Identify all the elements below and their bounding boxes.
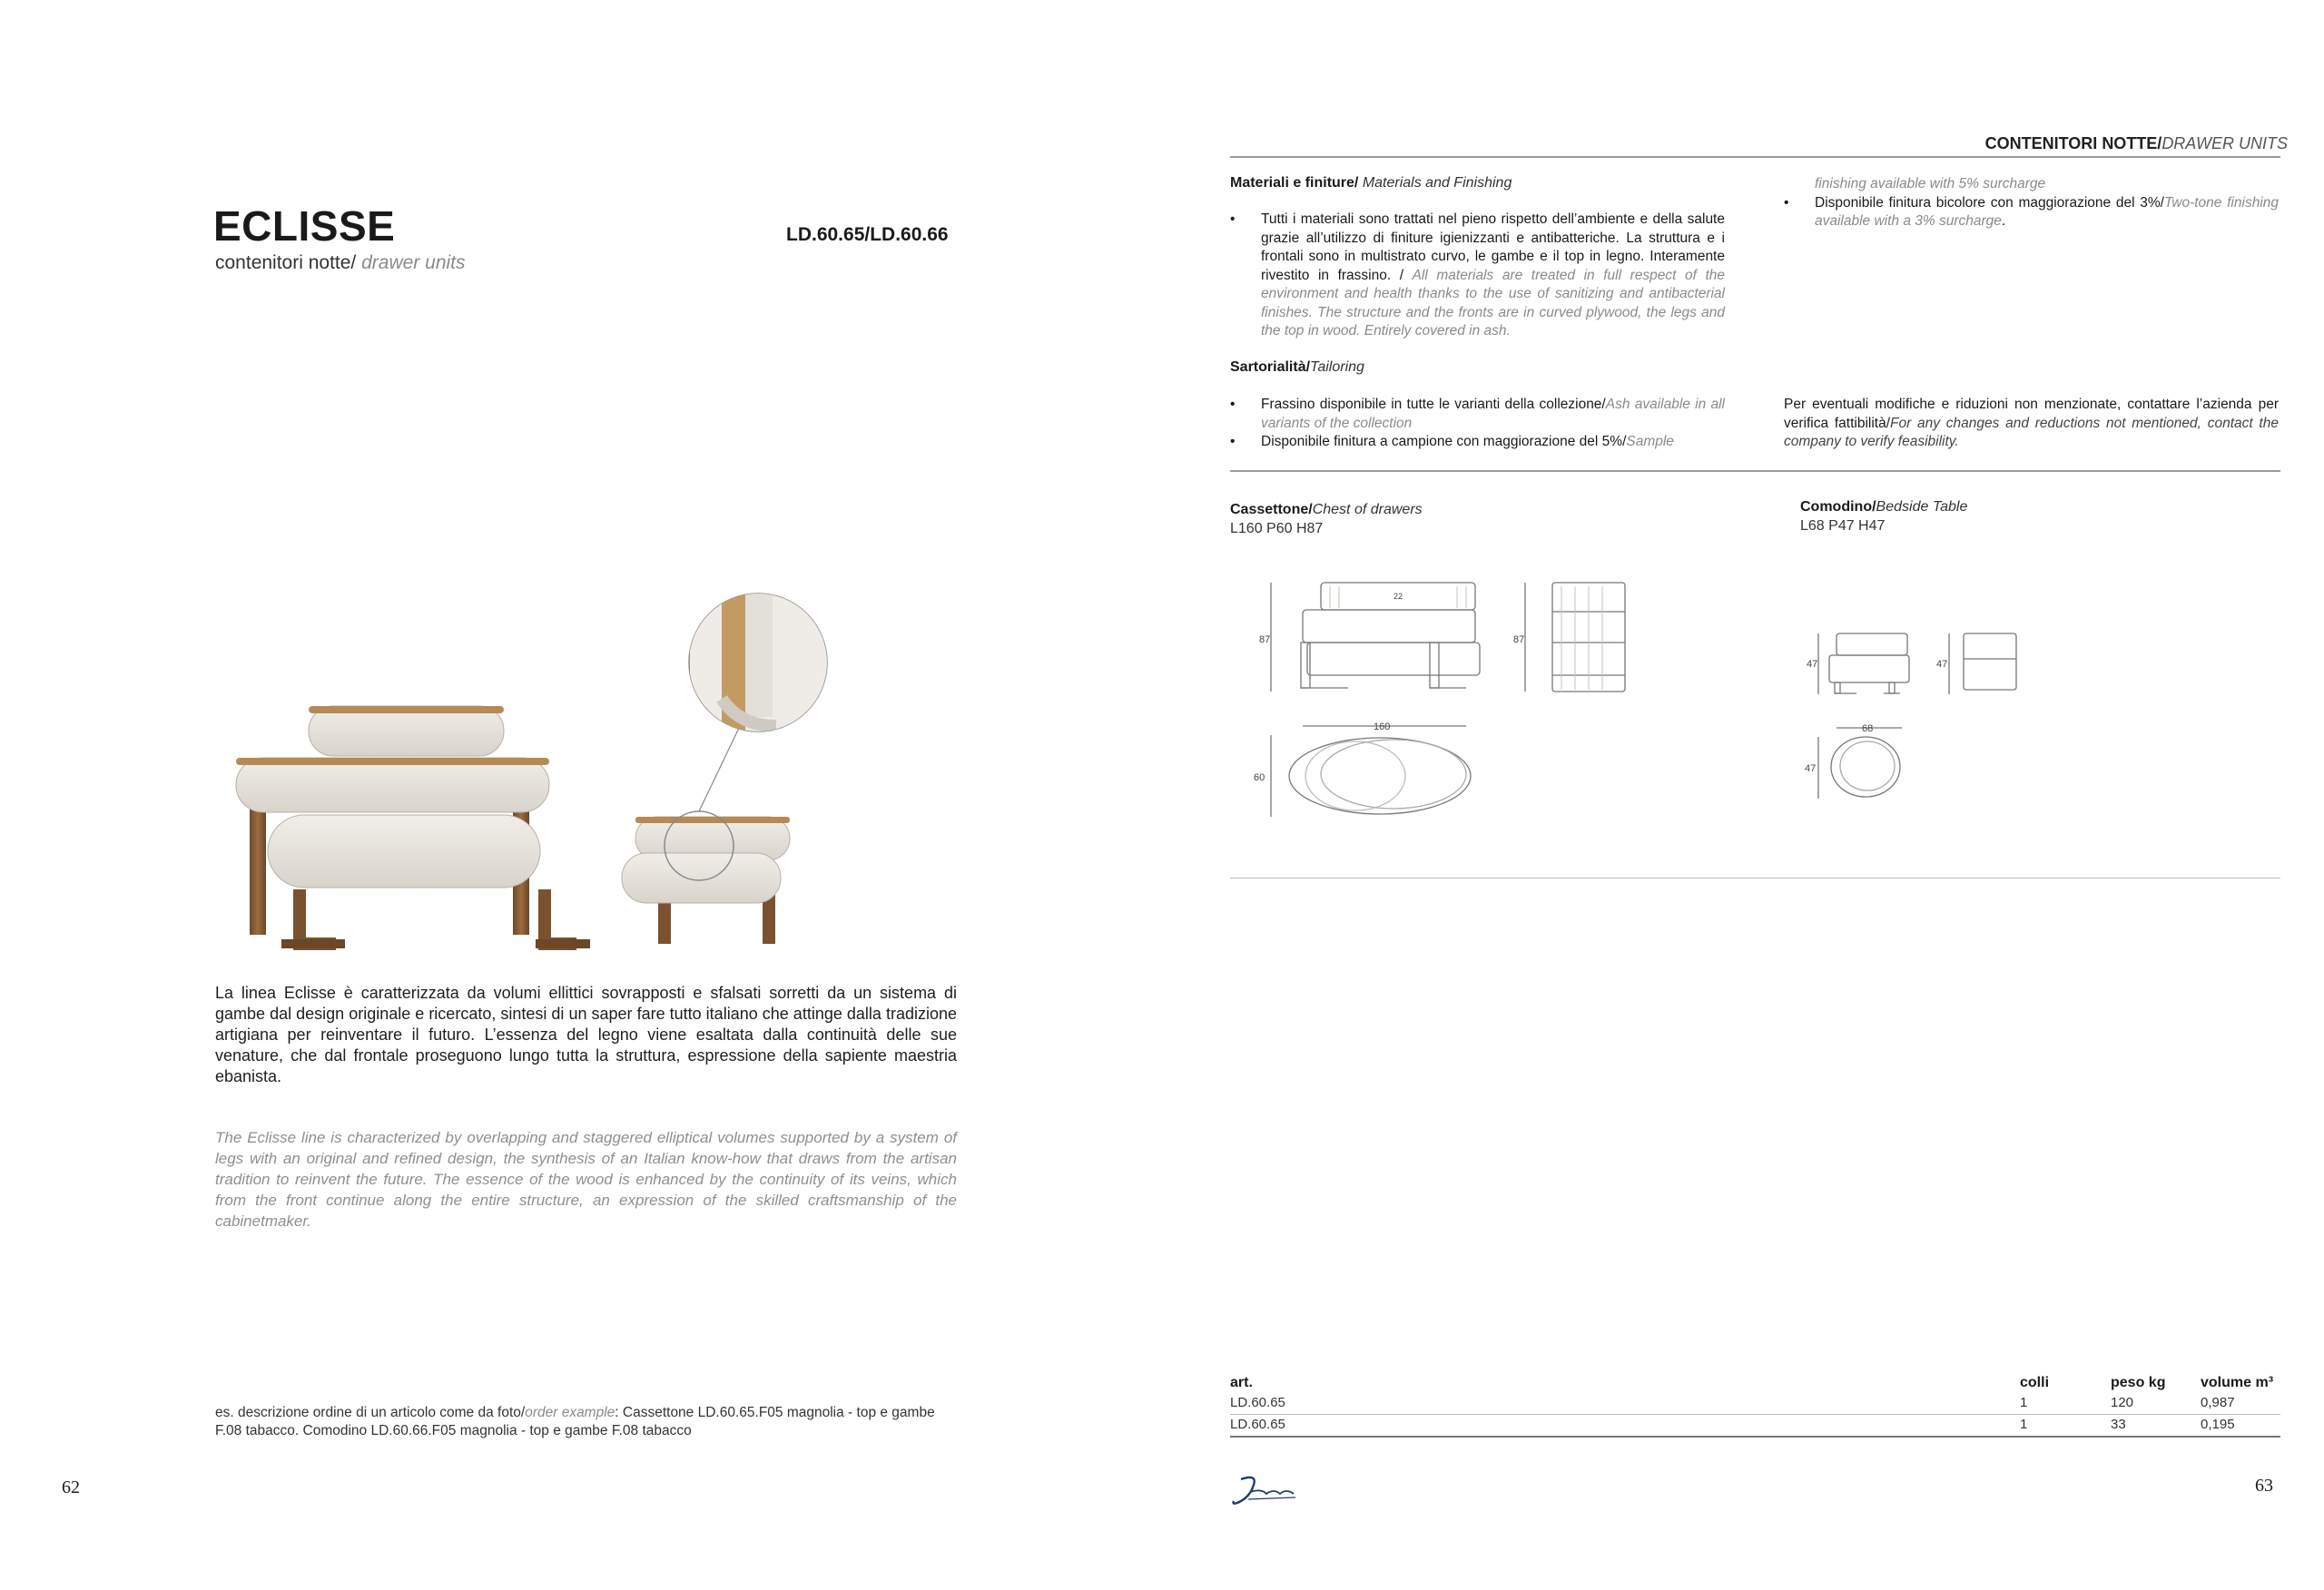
chest-height-label: 87 [1259,634,1271,645]
order-example [215,1404,960,1440]
tailoring-item-1-english: Ash available in all variants of the collection [1261,397,1725,431]
column-header-weight: peso kg [2111,1375,2166,1390]
column-header-colli: colli [2020,1375,2050,1390]
product-photo [231,590,867,953]
table-row [1230,1393,2280,1415]
bedside-height-label: 47 [1807,659,1818,670]
bedside-width-label: 68 [1862,723,1874,734]
table-row [1230,1415,2280,1438]
materials-label-english: Materials and Finishing [1362,175,1512,191]
bedside-label [1800,499,1967,515]
product-subtitle [215,252,466,274]
chest-dimensions: L160 P60 H87 [1230,521,1324,536]
list-item [1784,194,2279,231]
product-codes: LD.60.65/LD.60.66 [786,224,949,245]
finishing-continued-text: finishing available with 5% surcharge [1815,176,2046,191]
table-cell: 0,195 [2201,1415,2280,1438]
tailoring-label-english: Tailoring [1310,359,1364,375]
bullet-icon: • [1784,194,1789,211]
materials-list [1230,211,1725,341]
table-cell: 1 [2020,1393,2111,1415]
materials-label-italian: Materiali e finiture/ [1230,175,1363,191]
chest-label-english: Chest of drawers [1312,502,1423,517]
brand-logo [1230,1472,1312,1508]
list-item [1230,211,1725,341]
tailoring-list [1230,396,1725,452]
product-title: ECLISSE [213,202,396,250]
order-example-text: : Cassettone LD.60.65.F05 magnolia - top e gambe F.08 tabacco. Comodino LD.60.66.F05 magnolia - top e gambe F.08 tabacco [215,1405,935,1438]
table-cell: 1 [2020,1415,2111,1438]
chest-label [1230,502,1423,518]
table-cell: LD.60.65 [1230,1393,2020,1415]
section-header-italian: CONTENITORI NOTTE/ [1984,134,2162,152]
header-rule [1230,156,2280,158]
column-header-volume: volume m³ [2201,1375,2274,1390]
column-header-art: art. [1230,1375,1253,1390]
chest-side-height-label: 87 [1513,634,1525,645]
list-item [1230,396,1725,433]
description-english: The Eclisse line is characterized by overlapping and staggered elliptical volumes supported by a system of legs with an original and refined design, the synthesis of an Italian know-how that draws from the artisan tradition to reinvent the future. The essence of the wood is enhanced by the continuity of its veins, which from the front continue along the entire structure, an expression of the skilled craftsmanship of the cabinetmaker. [215,1129,957,1230]
bedside-depth-label: 47 [1805,763,1817,774]
chest-label-italian: Cassettone/ [1230,502,1313,517]
bedside-label-english: Bedside Table [1876,499,1968,515]
chest-width-label: 160 [1374,721,1391,732]
section-header [1985,134,2288,153]
bedside-side-height-label: 47 [1936,659,1948,670]
tailoring-item-2-italian: Disponibile finitura a campione con maggiorazione del 5%/ [1261,434,1627,449]
tailoring-label-italian: Sartorialità/ [1230,359,1311,375]
bullet-icon: • [1230,397,1236,412]
order-example-prefix: es. descrizione ordine di un articolo come da foto/ [215,1405,526,1420]
chest-technical-drawing [1248,572,1648,826]
two-tone-text-italian: Disponibile finitura bicolore con maggiorazione del 3%/ [1815,194,2164,211]
bedside-label-italian: Comodino/ [1800,499,1876,515]
bedside-dimensions: L68 P47 H47 [1800,518,1886,534]
list-item [1230,433,1725,452]
chest-depth-label: 60 [1254,772,1265,783]
bullet-icon: • [1230,434,1236,449]
tailoring-item-2-english: Sample [1626,434,1674,449]
finishing-continued-list [1784,175,2279,231]
materials-text-english: All materials are treated in full respect of the environment and health thanks to the use of sanitizing and antibacterial finishes. The structure and the fronts are in curved plywood, the legs and the top in wood. Entirely covered in ash. [1261,267,1725,339]
table-cell: 0,987 [2201,1393,2280,1415]
page-number-right: 63 [2255,1476,2273,1496]
description-italian: La linea Eclisse è caratterizzata da volumi ellittici sovrapposti e sfalsati sorretti da un sistema di gambe dal design originale e ricercato, sintesi di un saper fare tutto italiano che attinge dalla tradizione artigiana per reinventare il futuro. L’essenza del legno viene esaltata dalla continuità delle sue venature, che dal frontale proseguono lungo tutta la struttura, espressione della sapiente maestria ebanista. [215,984,957,1085]
order-example-label: order example [525,1405,615,1420]
list-item [1784,175,2279,194]
contact-note-italian: Per eventuali modifiche e riduzioni non menzionate, contattare l’azienda per verifica fattibilità/ [1784,397,2279,431]
two-tone-text-end: . [2001,213,2006,229]
table-cell: LD.60.65 [1230,1415,2020,1438]
contact-note-english: For any changes and reductions not mentioned, contact the company to verify feasibility. [1784,415,2279,449]
subtitle-italian: contenitori notte/ [215,252,362,273]
table-cell: 33 [2111,1415,2201,1438]
two-tone-text-english: Two-tone finishing available with a 3% surcharge [1815,194,2279,229]
section-rule [1230,470,2280,472]
bullet-icon: • [1230,211,1236,227]
subtitle-english: drawer units [361,252,466,273]
section-header-english: DRAWER UNITS [2162,134,2288,152]
tailoring-item-1-italian: Frassino disponibile in tutte le varianti della collezione/ [1261,397,1606,412]
tailoring-label [1230,359,1364,376]
materials-text-italian: Tutti i materiali sono trattati nel pieno rispetto dell’ambiente e della salute grazie all’utilizzo di finiture igienizzanti e antibatteriche. La struttura e i frontali sono in multistrato curvo, le gambe e il top in legno. Interamente rivestito in frassino. / [1261,211,1725,283]
spec-table [1230,1375,2280,1438]
contact-note [1784,396,2279,452]
materials-label [1230,175,1512,191]
bedside-technical-drawing [1802,626,2038,817]
page-number-left: 62 [62,1477,80,1497]
table-cell: 120 [2111,1393,2201,1415]
chest-detail-label: 22 [1393,592,1403,601]
